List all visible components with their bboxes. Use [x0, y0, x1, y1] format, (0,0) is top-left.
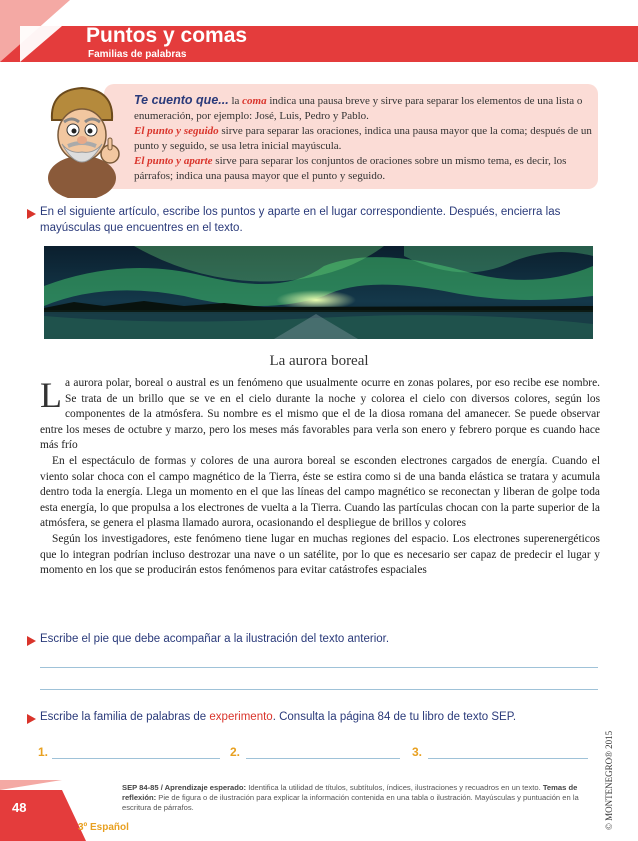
footer-red-block — [0, 790, 62, 841]
instruction-1: En el siguiente artículo, escribe los puntos y aparte en el lugar correspondiente. Después, encierra las mayúsculas que encuentres en el texto. — [40, 206, 561, 234]
footer-topic-bold: Temas de reflexión: — [122, 783, 578, 802]
info-p1-text: indica una pausa breve y sirve para separar los elementos de una lista o enumeración, por ejemplo: José, Luis, Pedro y Pablo. — [134, 95, 583, 122]
article-paragraph-3: Según los investigadores, este fenómeno tiene lugar en muchas regiones del espacio. Los electrones superenergéticos que lo integran podrían incluso destrozar una nave o un satélite, por lo que es necesario ser capaz de predecir el lugar y momento en los que se producirán estos fenómenos para evitar catástrofes espaciales — [40, 532, 600, 577]
answer-field-3[interactable] — [428, 758, 588, 759]
info-keyword-punto-seguido: El punto y seguido — [134, 125, 219, 137]
footer-pink-decoration — [0, 780, 62, 790]
answer-field-1[interactable] — [52, 758, 220, 759]
instruction-3-keyword: experimento — [209, 711, 273, 723]
header-white-stripe — [20, 26, 62, 62]
caption-answer-line[interactable] — [40, 689, 598, 690]
caption-answer-line[interactable] — [40, 667, 598, 668]
article-body — [40, 376, 600, 579]
answer-label-2: 2. — [230, 745, 241, 759]
article-title: La aurora boreal — [269, 353, 369, 369]
copyright-notice: © MONTENEGRO® 2015 — [604, 730, 614, 830]
article-dropcap: L — [40, 375, 62, 415]
article-paragraph-1-text: a aurora polar, boreal o austral es un fenómeno que usualmente ocurre en zonas polares, por eso recibe ese nombre. Se trata de un brillo que se ve en el cielo durante la noche y colorea el cielo con diversos colores, según los componentes de la atmósfera. Su nombre es el mismo que el de la diosa romana del amanecer. Se puede observar entre los meses de octubre y marzo, pero los meses más favorables para verla son enero y febrero porque es cuando hace más frío — [40, 377, 600, 452]
info-p2-text: sirve para separar las oraciones, indica una pausa mayor que la coma; después de un punto y seguido, se usa letra inicial mayúscula. — [134, 125, 592, 152]
info-keyword-punto-aparte: El punto y aparte — [134, 155, 213, 167]
instruction-2: Escribe el pie que debe acompañar a la ilustración del texto anterior. — [40, 633, 390, 645]
info-text — [134, 93, 592, 184]
page-number: 48 — [12, 800, 27, 815]
answer-field-2[interactable] — [246, 758, 400, 759]
article-paragraph-2: En el espectáculo de formas y colores de una aurora boreal se esconden electrones cargados de energía. Cuando el viento solar choca con el campo magnético de la Tierra, éste se estira como si de una banda elástica se tratara y acumula dentro toda la energía. Llega un momento en el que las líneas del campo magnético se reconectan y liberan de golpe toda esta energía, lo que propulsa a los electrones de vuelta a la Tierra. Cuando las partículas chocan con la parte superior de la atmósfera, se genera el plasma llamado aurora, ocasionando el despliegue de brillos y colores — [40, 454, 600, 530]
instruction-3-pre: Escribe la familia de palabras de — [40, 711, 210, 723]
info-keyword-coma: coma — [242, 95, 267, 107]
instruction-arrow-icon — [27, 209, 36, 219]
don-quixote-character-icon — [32, 80, 132, 198]
footer-topic-text: Pie de figura o de ilustración para explicar la información contenida en una tabla o ilustración. Mayúsculas y puntuación en la escritura de párrafos. — [122, 793, 579, 812]
aurora-photo — [44, 246, 593, 339]
page-title: Puntos y comas — [86, 24, 248, 47]
instruction-3 — [40, 709, 600, 725]
answer-label-3: 3. — [412, 745, 423, 759]
subject-label: 3º Español — [78, 822, 129, 833]
info-p3-text: sirve para separar los conjuntos de oraciones sobre un mismo tema, es decir, los párrafos; indica una pausa mayor que el punto y seguido. — [134, 155, 567, 182]
instruction-3-post: . Consulta la página 84 de tu libro de texto SEP. — [272, 711, 517, 723]
info-lead: Te cuento que... — [134, 93, 229, 107]
footer-reference — [122, 783, 592, 813]
footer-ref-bold: SEP 84-85 / Aprendizaje esperado: — [122, 783, 247, 792]
instruction-arrow-icon — [27, 636, 36, 646]
instruction-arrow-icon — [27, 714, 36, 724]
article-paragraph-1 — [40, 376, 600, 454]
answer-label-1: 1. — [38, 745, 49, 759]
footer-red-corner — [62, 790, 86, 841]
page-subtitle: Familias de palabras — [88, 49, 187, 60]
info-p1-pre: la — [228, 95, 243, 107]
footer-ref-text: Identifica la utilidad de títulos, subtítulos, índices, ilustraciones y recuadros en un texto. — [246, 783, 543, 792]
